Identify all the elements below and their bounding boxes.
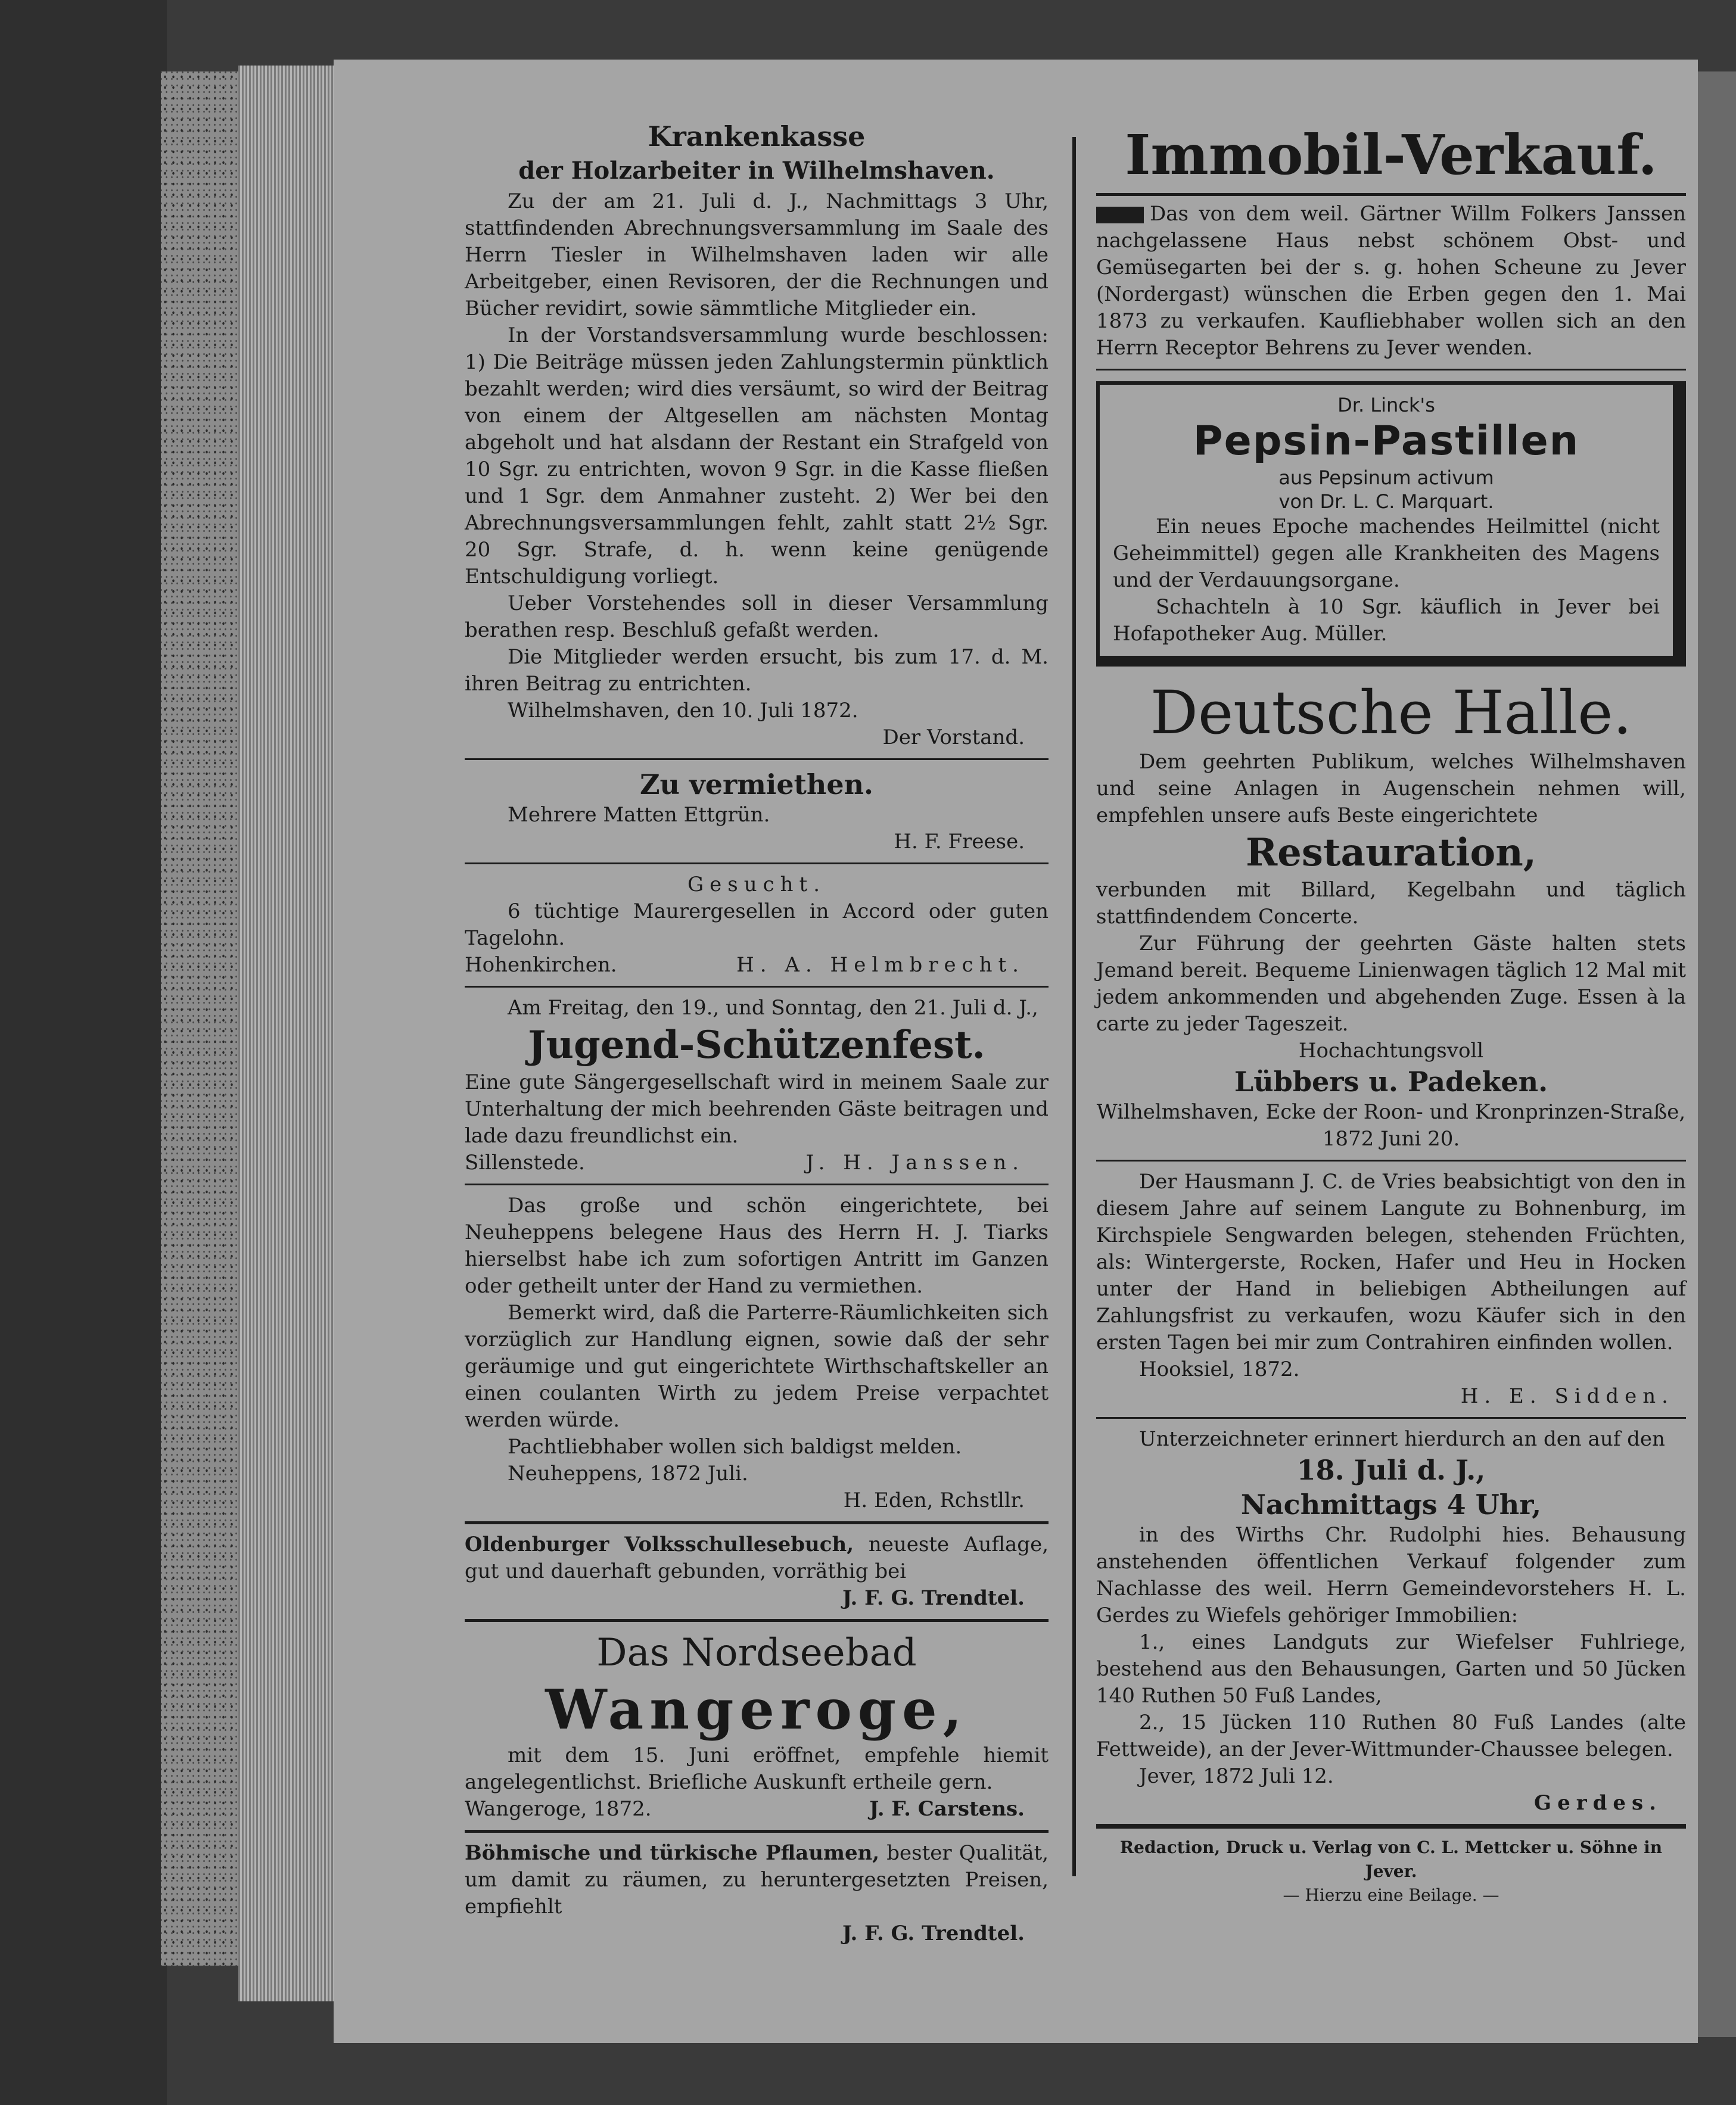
ad-paragraph: in des Wirths Chr. Rudolphi hies. Behausung anstehenden öffentlichen Verkauf folgender zum Nachlasse des weil. Herrn Gemeindevorstehers H. L. Gerdes zu Wiefels gehöriger Immobilien:: [1096, 1523, 1686, 1627]
ad-paragraph: Zu der am 21. Juli d. J., Nachmittags 3 Uhr, stattfindenden Abrechnungsversammlung im Saale des Herrn Tiesler in Wilhelmshaven laden wir alle Arbeitgeber, einen Revisoren, der die Rechnungen und Bücher revidirt, sowie sämmtliche Mitglieder ein.: [465, 189, 1049, 320]
ad-schuetzenfest: [465, 995, 1049, 1176]
ad-signature: Gerdes.: [1534, 1791, 1662, 1815]
ad-nordseebad: [465, 1629, 1049, 1823]
divider: [1096, 1417, 1686, 1419]
ad-line: von Dr. L. C. Marquart.: [1278, 490, 1494, 513]
ad-list-item: 1., eines Landguts zur Wiefelser Fuhlriege, bestehend aus den Behausungen, Garten und 50 Jücken 140 Ruthen 50 Fuß Landes,: [1096, 1630, 1686, 1708]
ad-place: Wangeroge, 1872.: [465, 1797, 652, 1821]
divider: [465, 986, 1049, 988]
ad-date-heading: 18. Juli d. J.,: [1296, 1454, 1486, 1486]
ad-signature: H. Eden, Rchstllr.: [843, 1489, 1025, 1512]
ad-text: mit dem 15. Juni eröffnet, empfehle hiemit angelegentlichst. Briefliche Auskunft ertheile gern.: [465, 1743, 1049, 1794]
ad-subtitle: Restauration,: [1245, 830, 1537, 875]
ad-text: Ein neues Epoche machendes Heilmittel (nicht Geheimmittel) gegen alle Krankheiten des Magens und der Verdauungsorgane.: [1113, 515, 1660, 592]
divider: [465, 862, 1049, 864]
ad-bold-lead: Oldenburger Volksschullesebuch,: [465, 1533, 854, 1556]
divider: [1096, 1160, 1686, 1162]
ad-title: Deutsche Halle.: [1150, 678, 1632, 748]
ad-gesucht: [465, 871, 1049, 979]
ad-pflaumen: [465, 1840, 1049, 1947]
imprint-line: Redaction, Druck u. Verlag von C. L. Mettcker u. Söhne in Jever.: [1119, 1838, 1663, 1881]
divider: [1096, 369, 1686, 370]
divider: [465, 1619, 1049, 1622]
ad-text: Mehrere Matten Ettgrün.: [508, 803, 770, 827]
ad-text: Der Hausmann J. C. de Vries beabsichtigt von den in diesem Jahre auf seinem Langute zu Bohnenburg, im Kirchspiele Sengwarden belegen, stehenden Früchten, als: Wintergerste, Rocken, Hafer und Heu in Hocken unter der Hand in beliebigen Abtheilungen auf Zahlungsfrist zu verkaufen, wozu Käufer sich in den ersten Tagen bei mir zum Contrahiren einfinden wollen.: [1096, 1170, 1686, 1354]
divider: [465, 1184, 1049, 1185]
ad-footer-row: [465, 952, 1049, 979]
ad-subtitle: der Holzarbeiter in Wilhelmshaven.: [518, 157, 995, 185]
ad-paragraph: Unterzeichneter erinnert hierdurch an den auf den: [1139, 1427, 1665, 1451]
ad-deutsche-halle: [1096, 677, 1686, 1153]
column-divider: [1072, 137, 1076, 1876]
ad-hausmann: [1096, 1169, 1686, 1410]
divider: [1096, 1824, 1686, 1829]
ad-footer-row: [465, 1796, 1049, 1823]
ad-haus: [465, 1192, 1049, 1514]
ad-text: bester Qualität, um damit zu räumen, zu heruntergesetzten Preisen, empfiehlt: [465, 1841, 1049, 1919]
ad-paragraph: In der Vorstandsversammlung wurde beschlossen: 1) Die Beiträge müssen jeden Zahlungstermin pünktlich bezahlt werden; wird dies versäumt, so wird der Beitrag von einem der Altgesellen am nächsten Montag abgeholt und hat alsdann der Restant ein Strafgeld von 10 Sgr. zu entrichten, wovon 9 Sgr. in die Kasse fließen und 1 Sgr. dem Anmahner zusteht. 2) Wer bei den Abrechnungsversammlungen fehlt, zahlt statt 2½ Sgr. 20 Sgr. Strafe, d. h. wenn keine genügende Entschuldigung vorliegt.: [465, 323, 1049, 588]
ad-place: Hooksiel, 1872.: [1139, 1357, 1300, 1381]
ad-title: Zu vermiethen.: [639, 768, 874, 801]
ad-title: Krankenkasse: [648, 120, 866, 152]
ad-place: Hohenkirchen.: [465, 953, 617, 977]
ad-line: aus Pepsinum activum: [1278, 466, 1494, 489]
scan-background: [0, 0, 167, 2105]
ad-title: Jugend-Schützenfest.: [528, 1023, 985, 1067]
ad-list-item: 2., 15 Jücken 110 Ruthen 80 Fuß Landes (alte Fettweide), an der Jever-Wittmunder-Chaussee belegen.: [1096, 1711, 1686, 1761]
ad-signature: J. F. Carstens.: [869, 1797, 1025, 1821]
ad-signature: Der Vorstand.: [882, 725, 1025, 749]
ad-date: Jever, 1872 Juli 12.: [1139, 1764, 1334, 1788]
ad-signature: H. A. Helmbrecht.: [736, 953, 1025, 977]
ad-title: Gesucht.: [687, 873, 826, 896]
ad-paragraph: Ueber Vorstehendes soll in dieser Versammlung berathen resp. Beschluß gefaßt werden.: [465, 591, 1049, 642]
ad-paragraph: Zur Führung der geehrten Gäste halten stets Jemand bereit. Bequeme Linienwagen täglich 12 Mal mit jedem ankommenden und abgehenden Zuge. Essen à la carte zu jeder Tageszeit.: [1096, 932, 1686, 1036]
ad-text: neueste Auflage, gut und dauerhaft gebunden, vorräthig bei: [465, 1533, 1049, 1583]
ad-text: Das von dem weil. Gärtner Willm Folkers Janssen nachgelassene Haus nebst schönem Obst- und Gemüsegarten bei der s. g. hohen Scheune zu Jever (Nordergast) wünschen die Erben gegen den 1. Mai 1873 zu verkaufen. Kaufliebhaber wollen sich an den Herrn Receptor Behrens zu Jever wenden.: [1096, 202, 1686, 360]
ad-title-large: Wangeroge,: [545, 1677, 968, 1742]
ad-paragraph: Pachtliebhaber wollen sich baldigst melden.: [508, 1435, 962, 1459]
ad-krankenkasse: [465, 119, 1049, 751]
ad-signature: J. F. G. Trendtel.: [842, 1922, 1025, 1945]
ad-address: Wilhelmshaven, Ecke der Roon- und Kronprinzen-Straße, 1872 Juni 20.: [1096, 1100, 1686, 1151]
ad-text: 6 tüchtige Maurergesellen in Accord oder guten Tagelohn.: [465, 899, 1049, 950]
ad-text: Schachteln à 10 Sgr. käuflich in Jever bei Hofapotheker Aug. Müller.: [1113, 595, 1660, 646]
ad-signature: H. F. Freese.: [894, 830, 1025, 854]
scan-right-edge: [1698, 71, 1736, 2037]
ad-paragraph: Die Mitglieder werden ersucht, bis zum 17. d. M. ihren Beitrag zu entrichten.: [465, 645, 1049, 696]
ad-footer-row: [465, 1150, 1049, 1176]
ad-place: Sillenstede.: [465, 1151, 585, 1175]
ad-text: Eine gute Sängergesellschaft wird in meinem Saale zur Unterhaltung der mich beehrenden Gäste beitragen und lade dazu freundlichst ein.: [465, 1070, 1049, 1148]
ad-signature: H. E. Sidden.: [1460, 1384, 1674, 1408]
ad-title: Pepsin-Pastillen: [1193, 418, 1580, 465]
right-column: [1096, 119, 1686, 1907]
ad-signature: J. F. G. Trendtel.: [842, 1586, 1025, 1610]
book-cover-edge: [161, 71, 238, 1966]
ad-paragraph: Bemerkt wird, daß die Parterre-Räumlichkeiten sich vorzüglich zur Handlung eignen, sowie daß der sehr geräumige und gut eingerichtete Wirthschaftskeller an einen coulanten Wirth zu jedem Preise verpachtet werden würde.: [465, 1301, 1049, 1432]
ad-lesebuch: [465, 1531, 1049, 1612]
decorative-bar: [1096, 207, 1144, 223]
ad-date: Neuheppens, 1872 Juli.: [508, 1462, 748, 1486]
divider: [1096, 193, 1686, 196]
ad-bold-lead: Böhmische und türkische Pflaumen,: [465, 1841, 880, 1865]
ad-immobil-verkauf: [1096, 119, 1686, 362]
ad-line: Dr. Linck's: [1337, 394, 1435, 416]
ad-greeting: Hochachtungsvoll: [1298, 1039, 1484, 1063]
imprint-line: — Hierzu eine Beilage. —: [1283, 1885, 1499, 1905]
ad-pepsin-pastillen: [1096, 381, 1686, 667]
divider: [465, 1830, 1049, 1833]
ad-paragraph: verbunden mit Billard, Kegelbahn und täglich stattfindendem Concerte.: [1096, 878, 1686, 929]
imprint: [1096, 1836, 1686, 1907]
left-column: [465, 119, 1049, 1947]
divider: [465, 758, 1049, 760]
ad-paragraph: Dem geehrten Publikum, welches Wilhelmshaven und seine Anlagen in Augenschein nehmen will, empfehlen unsere aufs Beste eingerichtete: [1096, 750, 1686, 827]
divider: [465, 1521, 1049, 1524]
ad-oeffentlicher-verkauf: [1096, 1426, 1686, 1817]
ad-time-heading: Nachmittags 4 Uhr,: [1240, 1489, 1542, 1521]
ad-title: Das Nordseebad: [596, 1631, 917, 1675]
ad-date: Wilhelmshaven, den 10. Juli 1872.: [508, 699, 858, 723]
ad-paragraph: Das große und schön eingerichtete, bei Neuheppens belegene Haus des Herrn H. J. Tiarks hierselbst habe ich zum sofortigen Antritt im Ganzen oder getheilt unter der Hand zu vermiethen.: [465, 1194, 1049, 1298]
ad-names: Lübbers u. Padeken.: [1234, 1066, 1548, 1098]
ad-title: Immobil-Verkauf.: [1125, 123, 1657, 187]
ad-vermiethen: [465, 767, 1049, 855]
ad-signature: J. H. Janssen.: [805, 1151, 1025, 1175]
ad-intro: Am Freitag, den 19., und Sonntag, den 21. Juli d. J.,: [508, 996, 1038, 1020]
